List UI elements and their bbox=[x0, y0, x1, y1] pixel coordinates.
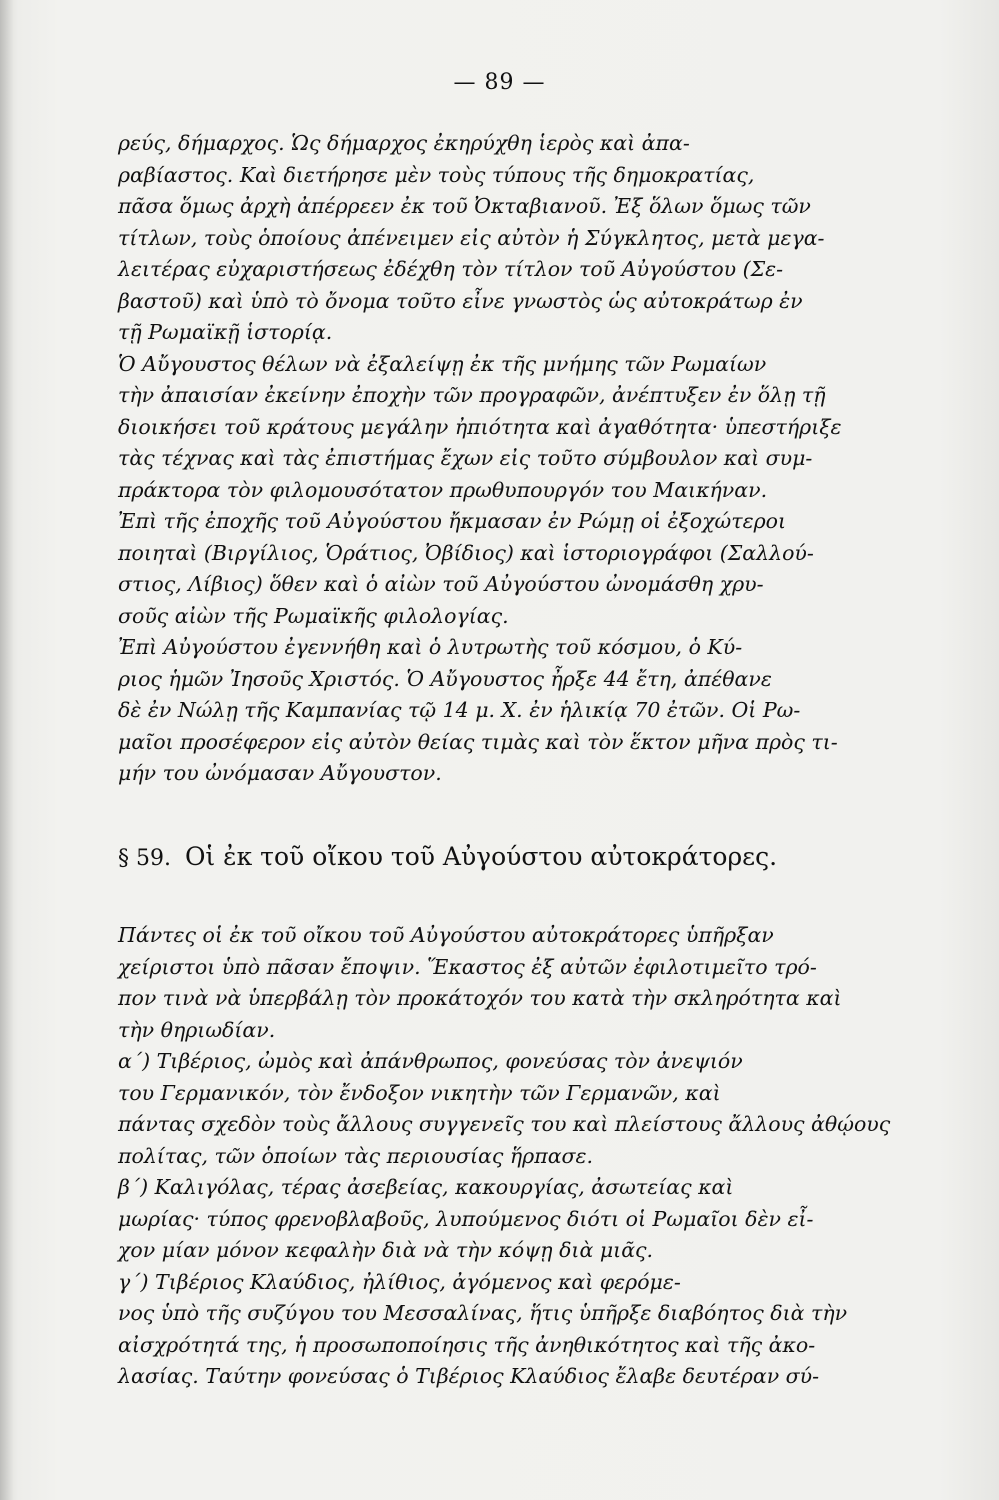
text-line: δὲ ἐν Νώλῃ τῆς Καμπανίας τῷ 14 μ. Χ. ἐν ἡλικίᾳ 70 ἐτῶν. Οἱ Ρω- bbox=[118, 698, 801, 722]
page-edge-shadow bbox=[0, 0, 14, 1500]
text-line: τίτλων, τοὺς ὁποίους ἀπένειμεν εἰς αὐτὸν ἡ Σύγκλητος, μετὰ μεγα- bbox=[118, 225, 825, 250]
text-line: ριος ἡμῶν Ἰησοῦς Χριστός. Ὁ Αὔγουστος ἦρξε 44 ἔτη, ἀπέθανε bbox=[118, 666, 772, 691]
section-text bbox=[118, 920, 891, 1393]
text-line: τὴν ἀπαισίαν ἐκείνην ἐποχὴν τῶν προγραφῶν, ἀνέπτυξεν ἐν ὅλῃ τῇ bbox=[118, 383, 826, 407]
text-line: Ἐπὶ Αὐγούστου ἐγεννήθη καὶ ὁ λυτρωτὴς τοῦ κόσμου, ὁ Κύ- bbox=[118, 635, 743, 659]
text-line: σοῦς αἰὼν τῆς Ρωμαϊκῆς φιλολογίας. bbox=[118, 603, 509, 628]
text-line: ραβίαστος. Καὶ διετήρησε μὲν τοὺς τύπους τῆς δημοκρατίας, bbox=[118, 162, 755, 187]
text-line: νος ὑπὸ τῆς συζύγου του Μεσσαλίνας, ἥτις ὑπῆρξε διαβόητος διὰ τὴν bbox=[118, 1301, 848, 1325]
text-line: πάντας σχεδὸν τοὺς ἄλλους συγγενεῖς του καὶ πλείστους ἄλλους ἀθῴους bbox=[118, 1112, 891, 1136]
text-line: διοικήσει τοῦ κράτους μεγάλην ἠπιότητα καὶ ἀγαθότητα· ὑπεστήριξε bbox=[118, 414, 842, 439]
text-line: χον μίαν μόνον κεφαλὴν διὰ νὰ τὴν κόψῃ διὰ μιᾶς. bbox=[118, 1238, 654, 1262]
text-line: πᾶσα ὅμως ἀρχὴ ἀπέρρεεν ἐκ τοῦ Ὀκταβιανοῦ. Ἐξ ὅλων ὅμως τῶν bbox=[118, 194, 811, 218]
section-heading bbox=[118, 842, 854, 871]
text-line: α΄) Τιβέριος, ὠμὸς καὶ ἀπάνθρωπος, φονεύσας τὸν ἀνεψιόν bbox=[118, 1049, 743, 1073]
body-text bbox=[118, 128, 854, 790]
text-line: στιος, Λίβιος) ὅθεν καὶ ὁ αἰὼν τοῦ Αὐγούστου ὠνομάσθη χρυ- bbox=[118, 572, 764, 596]
text-line: πον τινὰ νὰ ὑπερβάλῃ τὸν προκάτοχόν του κατὰ τὴν σκληρότητα καὶ bbox=[118, 986, 842, 1010]
text-line: ποιηταὶ (Βιργίλιος, Ὁράτιος, Ὀβίδιος) καὶ ἱστοριογράφοι (Σαλλού- bbox=[118, 540, 814, 565]
text-line: μήν του ὠνόμασαν Αὔγουστον. bbox=[118, 761, 442, 785]
text-line: μαῖοι προσέφερον εἰς αὐτὸν θείας τιμὰς καὶ τὸν ἕκτον μῆνα πρὸς τι- bbox=[118, 729, 838, 754]
text-line: Ὁ Αὔγουστος θέλων νὰ ἐξαλείψῃ ἐκ τῆς μνήμης τῶν Ρωμαίων bbox=[118, 351, 767, 376]
text-line: αἰσχρότητά της, ἡ προσωποποίησις τῆς ἀνηθικότητος καὶ τῆς ἀκο- bbox=[118, 1332, 816, 1357]
text-line: πράκτορα τὸν φιλομουσότατον πρωθυπουργόν του Μαικήναν. bbox=[118, 477, 768, 502]
page-number: — 89 — bbox=[453, 70, 546, 95]
text-line: πολίτας, τῶν ὁποίων τὰς περιουσίας ἥρπασε. bbox=[118, 1143, 594, 1168]
text-line: βαστοῦ) καὶ ὑπὸ τὸ ὄνομα τοῦτο εἶνε γνωστὸς ὡς αὐτοκράτωρ ἐν bbox=[118, 288, 803, 313]
text-line: β΄) Καλιγόλας, τέρας ἀσεβείας, κακουργίας, ἀσωτείας καὶ bbox=[118, 1175, 734, 1199]
section-title: Οἱ ἐκ τοῦ οἴκου τοῦ Αὐγούστου αὐτοκράτορες. bbox=[184, 842, 778, 871]
text-line: λειτέρας εὐχαριστήσεως ἐδέχθη τὸν τίτλον τοῦ Αὐγούστου (Σε- bbox=[118, 257, 784, 281]
text-line: χείριστοι ὑπὸ πᾶσαν ἔποψιν. Ἕκαστος ἐξ αὐτῶν ἐφιλοτιμεῖτο τρό- bbox=[118, 954, 817, 979]
text-line: τὰς τέχνας καὶ τὰς ἐπιστήμας ἔχων εἰς τοῦτο σύμβουλον καὶ συμ- bbox=[118, 446, 813, 470]
text-line: γ΄) Τιβέριος Κλαύδιος, ἠλίθιος, ἀγόμενος καὶ φερόμε- bbox=[118, 1269, 681, 1294]
section-symbol: § 59. bbox=[118, 846, 171, 871]
text-line: Ἐπὶ τῆς ἐποχῆς τοῦ Αὐγούστου ἤκμασαν ἐν Ρώμῃ οἱ ἐξοχώτεροι bbox=[118, 509, 787, 533]
text-line: του Γερμανικόν, τὸν ἔνδοξον νικητὴν τῶν Γερμανῶν, καὶ bbox=[118, 1080, 721, 1105]
text-line: Πάντες οἱ ἐκ τοῦ οἴκου τοῦ Αὐγούστου αὐτοκράτορες ὑπῆρξαν bbox=[118, 923, 774, 947]
text-line: μωρίας· τύπος φρενοβλαβοῦς, λυπούμενος διότι οἱ Ρωμαῖοι δὲν εἶ- bbox=[118, 1206, 814, 1231]
text-line: τὴν θηριωδίαν. bbox=[118, 1017, 276, 1042]
text-line: ρεύς, δήμαρχος. Ὡς δήμαρχος ἐκηρύχθη ἱερὸς καὶ ἀπα- bbox=[118, 131, 690, 155]
text-line: λασίας. Ταύτην φονεύσας ὁ Τιβέριος Κλαύδιος ἔλαβε δευτέραν σύ- bbox=[118, 1364, 820, 1388]
text-line: τῇ Ρωμαϊκῇ ἱστορίᾳ. bbox=[118, 320, 333, 344]
